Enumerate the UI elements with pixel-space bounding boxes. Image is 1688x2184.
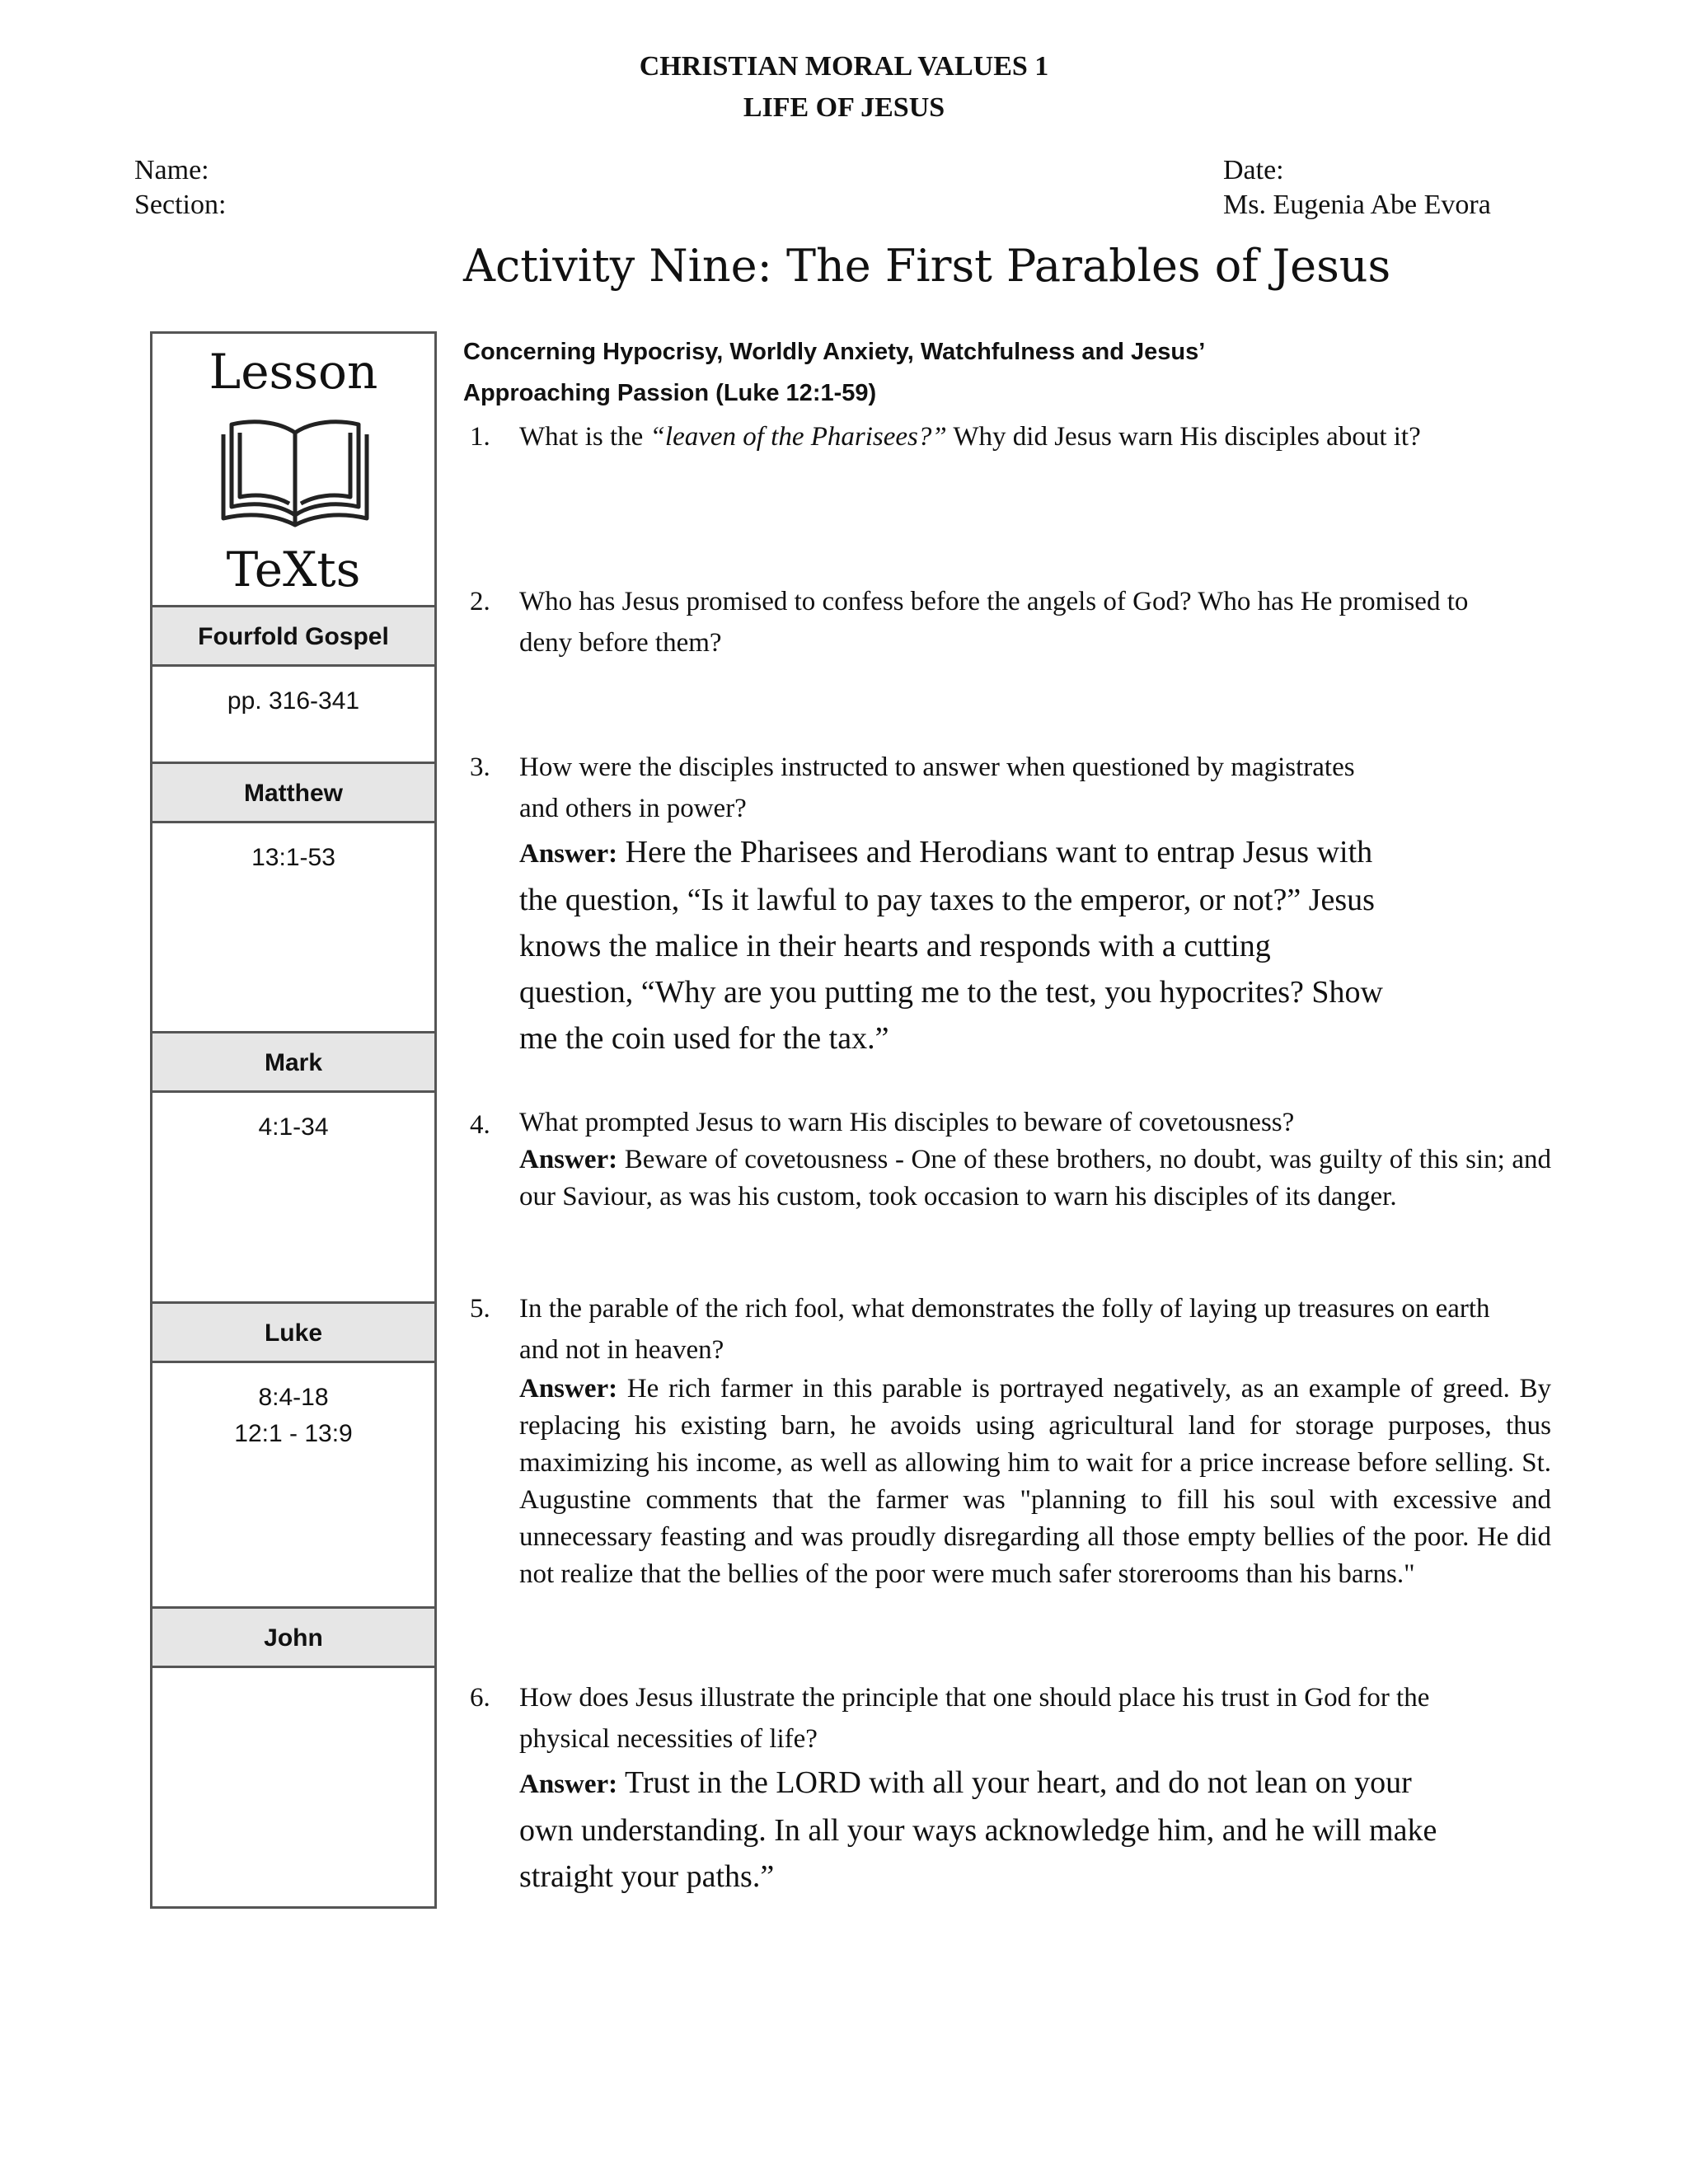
name-label: Name: [134, 155, 209, 185]
answer-text: Answer: Here the Pharisees and Herodians want to entrap Jesus with the question, “Is it lawful to pay taxes to the emperor, or not?” Jesus knows the malice in their hearts and responds with a cutting question, “Why are you putting me to the test, you hypocrites? Show me the coin used for the tax.” [519, 835, 1383, 1056]
student-info [134, 153, 226, 223]
section-body-fourfold-gospel [152, 667, 434, 764]
date-info [1223, 153, 1491, 223]
answer-label: Answer: [519, 839, 618, 869]
section-label-fourfold-gospel: Fourfold Gospel [152, 607, 434, 667]
lesson-word: Lesson [209, 344, 378, 400]
reference-line: 12:1 - 13:9 [234, 1420, 353, 1447]
question-1 [463, 416, 1452, 457]
question-quote: “leaven of the Pharisees?” [649, 422, 947, 452]
section-label-matthew: Matthew [152, 764, 434, 823]
section-body-john [152, 1668, 434, 1905]
section-label-john: John [152, 1609, 434, 1668]
question-text: How were the disciples instructed to answer when questioned by magistrates and others in power? [519, 752, 1355, 823]
answer-label: Answer: [519, 1145, 618, 1174]
question-number: 3. [470, 752, 490, 782]
subject-title: LIFE OF JESUS [743, 92, 945, 123]
question-text: Who has Jesus promised to confess before the angels of God? Who has He promised to deny before them? [519, 587, 1469, 658]
teacher-name: Ms. Eugenia Abe Evora [1223, 190, 1491, 220]
course-title: CHRISTIAN MORAL VALUES 1 [639, 51, 1049, 82]
section-body-matthew [152, 823, 434, 1033]
question-4 [463, 1104, 1551, 1216]
reference-line: 8:4-18 [258, 1384, 329, 1411]
section-label-luke: Luke [152, 1304, 434, 1363]
question-number: 1. [470, 422, 490, 452]
question-text: In the parable of the rich fool, what demonstrates the folly of laying up treasures on earth and not in heaven? [519, 1294, 1490, 1365]
answer-label: Answer: [519, 1769, 618, 1799]
section-label: Section: [134, 190, 227, 220]
texts-word: TeXts [226, 541, 361, 598]
question-number: 2. [470, 587, 490, 616]
question-number: 5. [470, 1294, 490, 1324]
section-label-mark: Mark [152, 1033, 434, 1093]
question-text: How does Jesus illustrate the principle that one should place his trust in God for the physical necessities of life? [519, 1683, 1430, 1754]
answer-text: Answer: Beware of covetousness - One of these brothers, no doubt, was guilty of this sin; and our Saviour, as was his custom, took occasion to warn his disciples of its danger. [519, 1145, 1552, 1212]
reference-line: 4:1-34 [258, 1113, 329, 1141]
subtitle-line-1: Concerning Hypocrisy, Worldly Anxiety, Watchfulness and Jesus’ [463, 339, 1206, 365]
page-header [0, 46, 1688, 129]
reference-line: pp. 316-341 [227, 687, 360, 715]
question-text: What prompted Jesus to warn His disciples to beware of covetousness? [519, 1108, 1295, 1137]
date-label: Date: [1223, 155, 1284, 185]
question-2 [463, 581, 1493, 663]
open-book-icon [220, 415, 370, 530]
question-number: 6. [470, 1683, 490, 1713]
subtitle-line-2: Approaching Passion (Luke 12:1-59) [463, 380, 877, 406]
section-body-mark [152, 1093, 434, 1304]
question-text: What is the “leaven of the Pharisees?” Why did Jesus warn His disciples about it? [519, 422, 1421, 452]
lesson-header [152, 334, 434, 607]
question-6 [463, 1677, 1452, 1900]
question-5 [463, 1288, 1551, 1593]
section-subtitle [463, 331, 1535, 414]
section-body-luke [152, 1363, 434, 1609]
question-number: 4. [470, 1110, 490, 1140]
question-3 [463, 747, 1386, 1062]
activity-title: Activity Nine: The First Parables of Jesus [463, 240, 1391, 292]
reference-line: 13:1-53 [251, 844, 335, 871]
answer-text: Answer: He rich farmer in this parable is portrayed negatively, as an example of greed. By replacing his existing barn, he avoids using agricultural land for storage purposes, thus maximizing his income, as well as allowing him to wait for a price increase before selling. St. Augustine comments that the farmer was "planning to fill his soul with excessive and unnecessary feasting and was proudly disregarding all those empty bellies of the poor. He did not realize that the bellies of the poor were much safer storerooms than his barns." [519, 1374, 1551, 1589]
answer-label: Answer: [519, 1374, 618, 1404]
lesson-texts-sidebar [150, 331, 437, 1909]
answer-text: Answer: Trust in the LORD with all your heart, and do not lean on your own understanding. In all your ways acknowledge him, and he will make straight your paths.” [519, 1765, 1437, 1894]
